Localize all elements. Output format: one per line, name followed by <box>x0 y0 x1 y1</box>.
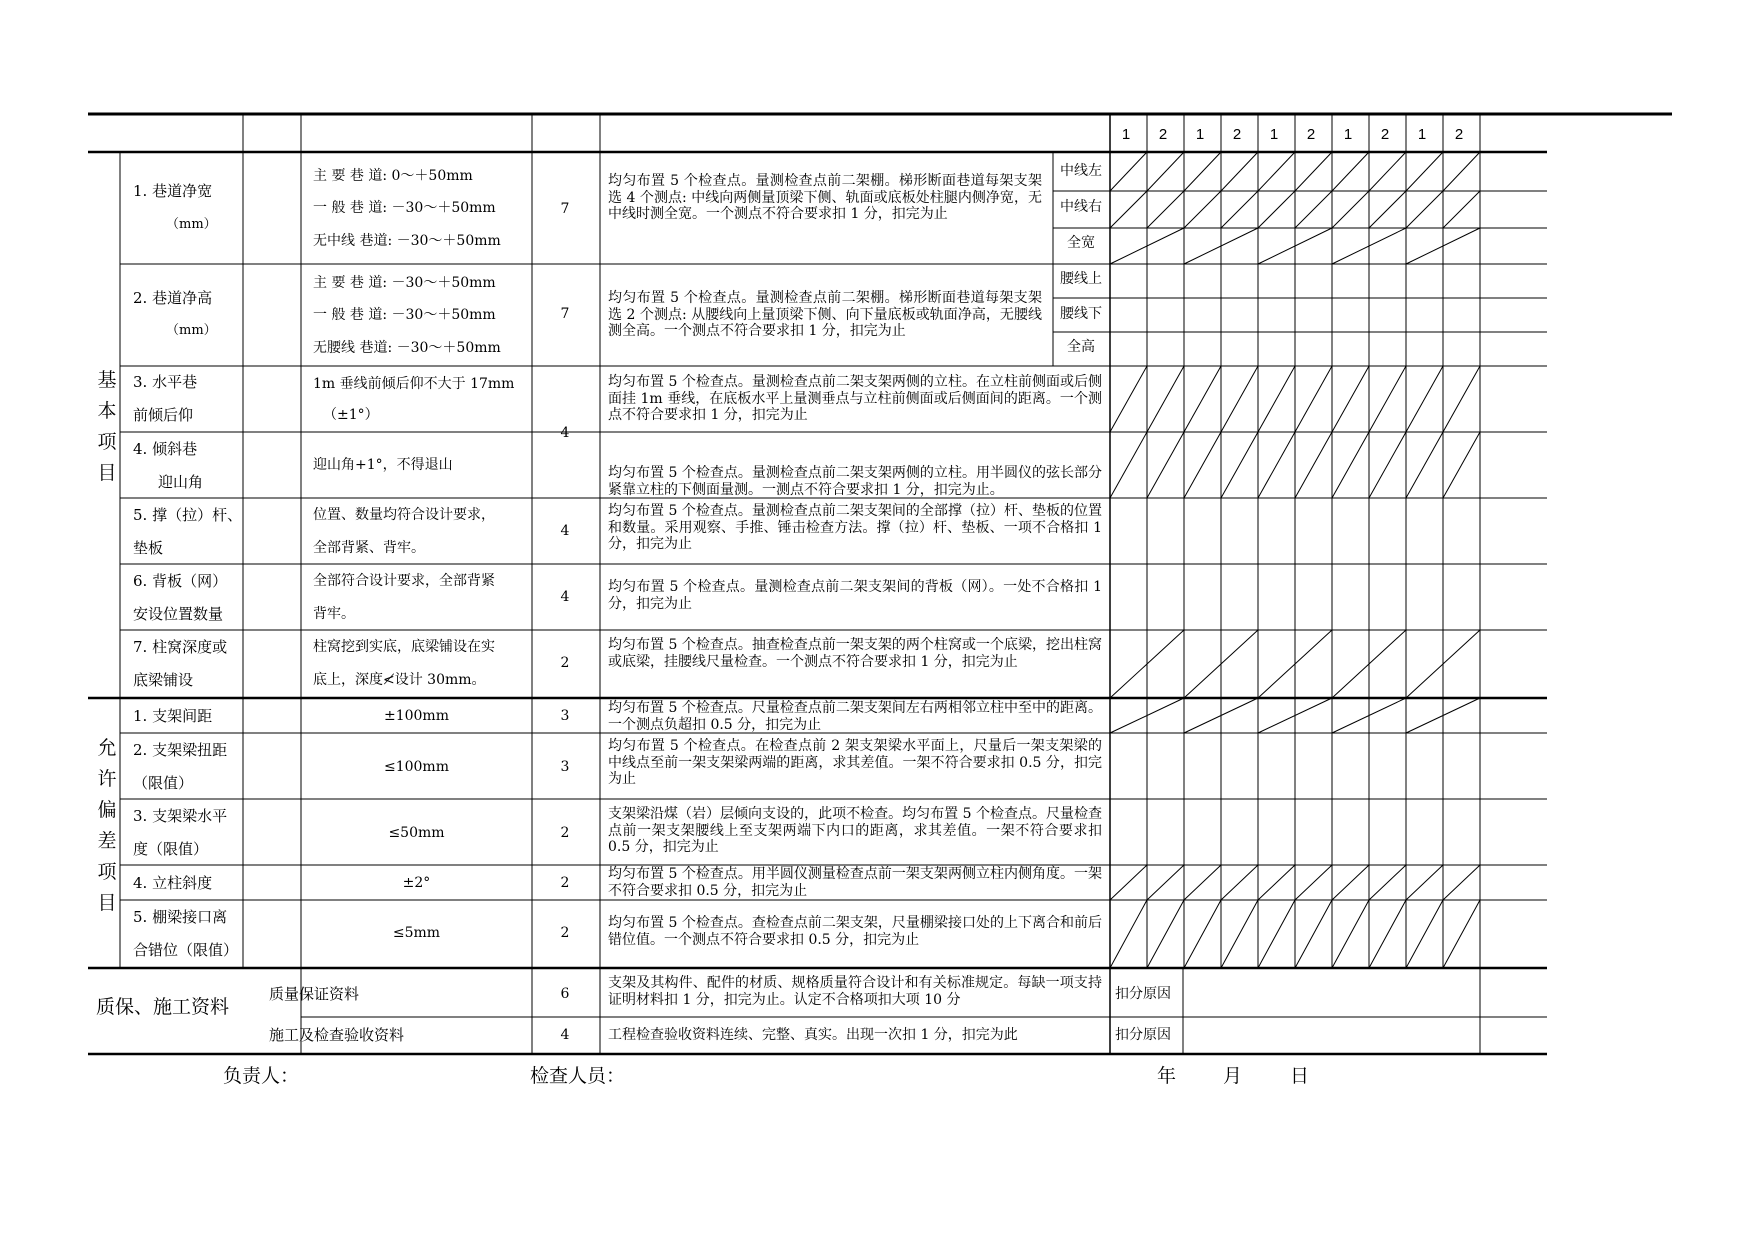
item-method: 均匀布置 5 个检查点。量测检查点前二架棚。梯形断面巷道每架支架选 2 个测点: 从腰线向上量顶梁下侧、向下量底板或轨面净高，无腰线测全高。一个测点不符合要求扣 1 分，扣完为止 <box>608 290 1042 340</box>
check-slash <box>1110 152 1147 191</box>
item-name-unit: （mm） <box>166 323 217 338</box>
check-slash <box>1295 191 1332 228</box>
check-slash <box>1332 191 1369 228</box>
item-score: 4 <box>560 523 570 539</box>
check-slash <box>1221 152 1258 191</box>
check-slash <box>1110 366 1147 432</box>
item-method: 均匀布置 5 个检查点。在检查点前 2 架支架梁水平面上，尺量后一架支架梁的中线点至前一架支架梁两端的距离，求其差值。一架不符合要求扣 0.5 分，扣完为止 <box>608 738 1102 788</box>
check-slash <box>1110 865 1147 900</box>
check-slash <box>1443 432 1480 498</box>
docs-reason-label: 扣分原因 <box>1115 986 1171 1002</box>
item-standard: ±2° <box>402 875 431 891</box>
item-standard: ≤100mm <box>383 759 449 775</box>
check-slash <box>1221 432 1258 498</box>
check-slash <box>1406 366 1443 432</box>
item-method: 均匀布置 5 个检查点。尺量检查点前二架支架间左右两相邻立柱中至中的距离。一个测点负超扣 0.5 分，扣完为止 <box>608 700 1102 733</box>
year-label: 年 <box>1157 1065 1177 1087</box>
item-name: 前倾后仰 <box>133 406 194 424</box>
inspector-label: 检查人员： <box>530 1065 626 1087</box>
header-col-1d: 1 <box>1343 126 1353 143</box>
item-method: 均匀布置 5 个检查点。量测检查点前二架支架两侧的立柱。在立柱前侧面或后侧面挂 1m 垂线，在底板水平上量测垂点与立柱前侧面或后侧面间的距离。一个测点不符合要求扣 1 分，扣完为止 <box>608 374 1102 424</box>
header-col-1b: 1 <box>1195 126 1205 143</box>
item-name: 5. 棚梁接口离 <box>133 908 228 926</box>
sub-label: 腰线上 <box>1060 271 1102 287</box>
item-method: 均匀布置 5 个检查点。量测检查点前二架支架间的全部撑（拉）杆、垫板的位置和数量。采用观察、手推、锤击检查方法。撑（拉）杆、垫板、一项不合格扣 1 分，扣完为止 <box>608 503 1102 553</box>
item-score: 7 <box>560 306 570 322</box>
check-slash <box>1184 900 1221 968</box>
check-slash <box>1295 900 1332 968</box>
item-score: 2 <box>560 825 570 841</box>
check-slash <box>1184 152 1221 191</box>
check-slash <box>1147 900 1184 968</box>
check-slash <box>1369 432 1406 498</box>
item-name: 2. 巷道净高 <box>133 289 213 307</box>
check-slash <box>1332 865 1369 900</box>
item-name: 4. 立柱斜度 <box>133 874 213 892</box>
item-name: 2. 支架梁扭距 <box>133 741 228 759</box>
check-slash <box>1443 865 1480 900</box>
header-col-1e: 1 <box>1417 126 1427 143</box>
item-standard: 全部背紧、背牢。 <box>313 540 425 556</box>
item-standard: 一 般 巷 道: －30～＋50mm <box>313 200 496 216</box>
day-label: 日 <box>1290 1065 1310 1087</box>
section-allow-label: 允许偏差项目 <box>97 737 117 914</box>
header-col-2a: 2 <box>1158 126 1168 143</box>
item-method: 均匀布置 5 个检查点。量测检查点前二架支架间的背板（网）。一处不合格扣 1 分，扣完为止 <box>608 579 1102 612</box>
check-slash <box>1443 366 1480 432</box>
header-col-2c: 2 <box>1306 126 1316 143</box>
item-name: 迎山角 <box>158 473 204 491</box>
check-slash <box>1258 900 1295 968</box>
check-slash <box>1258 191 1295 228</box>
check-slash <box>1406 865 1443 900</box>
item-standard: 位置、数量均符合设计要求， <box>313 507 495 523</box>
item-method: 均匀布置 5 个检查点。量测检查点前二架支架两侧的立柱。用半圆仪的弦长部分紧靠立柱的下侧面量测。一测点不符合要求扣 1 分，扣完为止。 <box>608 465 1102 498</box>
item-method: 均匀布置 5 个检查点。用半圆仪测量检查点前一架支架两侧立柱内侧角度。一架不符合要求扣 0.5 分，扣完为止 <box>608 866 1102 899</box>
check-slash <box>1443 900 1480 968</box>
item-name: 7. 柱窝深度或 <box>133 638 228 656</box>
check-slash <box>1110 191 1147 228</box>
sub-label: 腰线下 <box>1060 306 1102 322</box>
section-docs-label: 质保、施工资料 <box>96 996 230 1018</box>
item-name: 4. 倾斜巷 <box>133 440 198 458</box>
docs-reason-label: 扣分原因 <box>1115 1027 1171 1043</box>
item-standard: ≤5mm <box>392 925 441 941</box>
docs-score: 4 <box>560 1027 570 1043</box>
check-slash <box>1184 432 1221 498</box>
check-slash <box>1221 865 1258 900</box>
header-col-1a: 1 <box>1121 126 1131 143</box>
check-slash <box>1147 366 1184 432</box>
item-standard: 主 要 巷 道: －30～＋50mm <box>313 275 496 291</box>
check-slash <box>1443 152 1480 191</box>
docs-name: 施工及检查验收资料 <box>269 1026 405 1044</box>
check-slash <box>1332 366 1369 432</box>
item-name: 3. 水平巷 <box>133 373 198 391</box>
check-slash <box>1295 152 1332 191</box>
item-method: 均匀布置 5 个检查点。抽查检查点前一架支架的两个柱窝或一个底梁，挖出柱窝或底梁，挂腰线尺量检查。一个测点不符合要求扣 1 分，扣完为止 <box>608 637 1102 670</box>
item-method: 支架梁沿煤（岩）层倾向支设的，此项不检查。均匀布置 5 个检查点。尺量检查点前一架支架腰线上至支架两端下内口的距离，求其差值。一架不符合要求扣 0.5 分，扣完为止 <box>608 806 1102 856</box>
check-slash <box>1147 152 1184 191</box>
item-score: 2 <box>560 875 570 891</box>
item-name: 3. 支架梁水平 <box>133 807 228 825</box>
item-score: 3 <box>560 708 570 724</box>
check-slash <box>1258 432 1295 498</box>
check-slash <box>1258 865 1295 900</box>
header-col-1c: 1 <box>1269 126 1279 143</box>
check-slash <box>1147 865 1184 900</box>
item-name: 安设位置数量 <box>133 605 224 623</box>
check-slash <box>1369 865 1406 900</box>
check-slash <box>1147 432 1184 498</box>
header-col-2b: 2 <box>1232 126 1242 143</box>
check-slash <box>1332 152 1369 191</box>
docs-method: 支架及其构件、配件的材质、规格质量符合设计和有关标准规定。每缺一项支持证明材料扣 1 分，扣完为止。认定不合格项扣大项 10 分 <box>608 975 1102 1008</box>
item-method: 均匀布置 5 个检查点。查检查点前二架支架，尺量棚梁接口处的上下离合和前后错位值。一个测点不符合要求扣 0.5 分，扣完为止 <box>608 915 1102 948</box>
sub-label: 中线左 <box>1060 163 1102 179</box>
item-name: 1. 支架间距 <box>133 707 213 725</box>
item-standard: 无腰线 巷道: －30～＋50mm <box>313 340 501 356</box>
header-col-2e: 2 <box>1454 126 1464 143</box>
check-slash <box>1110 900 1147 968</box>
leader-label: 负责人： <box>223 1065 300 1087</box>
item-standard: ±100mm <box>383 708 449 724</box>
header-col-2d: 2 <box>1380 126 1390 143</box>
item-standard: 柱窝挖到实底，底梁铺设在实 <box>313 639 495 655</box>
check-slash <box>1221 366 1258 432</box>
section-basic-label: 基本项目 <box>97 369 117 484</box>
check-slash <box>1295 366 1332 432</box>
item-name: 度（限值） <box>133 840 209 858</box>
check-slash <box>1147 191 1184 228</box>
item-name: 底梁铺设 <box>133 671 194 689</box>
check-slash <box>1406 900 1443 968</box>
check-slash <box>1295 865 1332 900</box>
sub-label: 中线右 <box>1060 199 1102 215</box>
item-standard: 全部符合设计要求，全部背紧 <box>313 573 495 589</box>
item-score: 4 <box>560 425 570 441</box>
check-slash <box>1369 191 1406 228</box>
item-standard: 1m 垂线前倾后仰不大于 17mm <box>313 376 515 392</box>
docs-method: 工程检查验收资料连续、完整、真实。出现一次扣 1 分，扣完为此 <box>608 1027 1018 1043</box>
check-slash <box>1258 152 1295 191</box>
item-standard: 一 般 巷 道: －30～＋50mm <box>313 307 496 323</box>
check-slash <box>1332 900 1369 968</box>
item-score: 3 <box>560 759 570 775</box>
item-standard: 无中线 巷道: －30～＋50mm <box>313 233 501 249</box>
item-name: 垫板 <box>133 539 164 557</box>
sub-label: 全高 <box>1067 339 1095 355</box>
month-label: 月 <box>1223 1065 1243 1087</box>
item-standard: 背牢。 <box>313 606 355 622</box>
item-name: 5. 撑（拉）杆、 <box>133 506 243 524</box>
check-slash <box>1369 900 1406 968</box>
check-slash <box>1184 191 1221 228</box>
check-slash <box>1221 900 1258 968</box>
check-slash <box>1406 152 1443 191</box>
check-slash <box>1221 191 1258 228</box>
check-slash <box>1110 432 1147 498</box>
sub-label: 全宽 <box>1067 235 1095 251</box>
item-standard: 底上，深度≮设计 30mm。 <box>313 672 486 688</box>
check-slash <box>1369 366 1406 432</box>
item-score: 7 <box>560 201 570 217</box>
item-name: （限值） <box>133 774 194 792</box>
item-name: 6. 背板（网） <box>133 572 228 590</box>
check-slash <box>1406 191 1443 228</box>
docs-name: 质量保证资料 <box>269 985 360 1003</box>
item-name: 1. 巷道净宽 <box>133 182 213 200</box>
check-slash <box>1406 432 1443 498</box>
check-slash <box>1184 366 1221 432</box>
item-standard: 迎山角+1°，不得退山 <box>313 457 453 473</box>
item-method: 均匀布置 5 个检查点。量测检查点前二架棚。梯形断面巷道每架支架选 4 个测点: 中线向两侧量顶梁下侧、轨面或底板处柱腿内侧净宽，无中线时测全宽。一个测点不符合要求扣 1 分，扣完为止 <box>608 173 1042 223</box>
item-name-unit: （mm） <box>166 217 217 232</box>
item-standard: ≤50mm <box>388 825 445 841</box>
item-standard: （±1°） <box>323 407 379 423</box>
item-score: 2 <box>560 655 570 671</box>
check-slash <box>1295 432 1332 498</box>
item-score: 4 <box>560 589 570 605</box>
item-name: 合错位（限值） <box>133 941 239 959</box>
check-slash <box>1443 191 1480 228</box>
docs-score: 6 <box>560 986 570 1002</box>
item-standard: 主 要 巷 道: 0～＋50mm <box>313 168 473 184</box>
check-slash <box>1332 432 1369 498</box>
check-slash <box>1258 366 1295 432</box>
check-slash <box>1369 152 1406 191</box>
item-score: 2 <box>560 925 570 941</box>
check-slash <box>1184 865 1221 900</box>
